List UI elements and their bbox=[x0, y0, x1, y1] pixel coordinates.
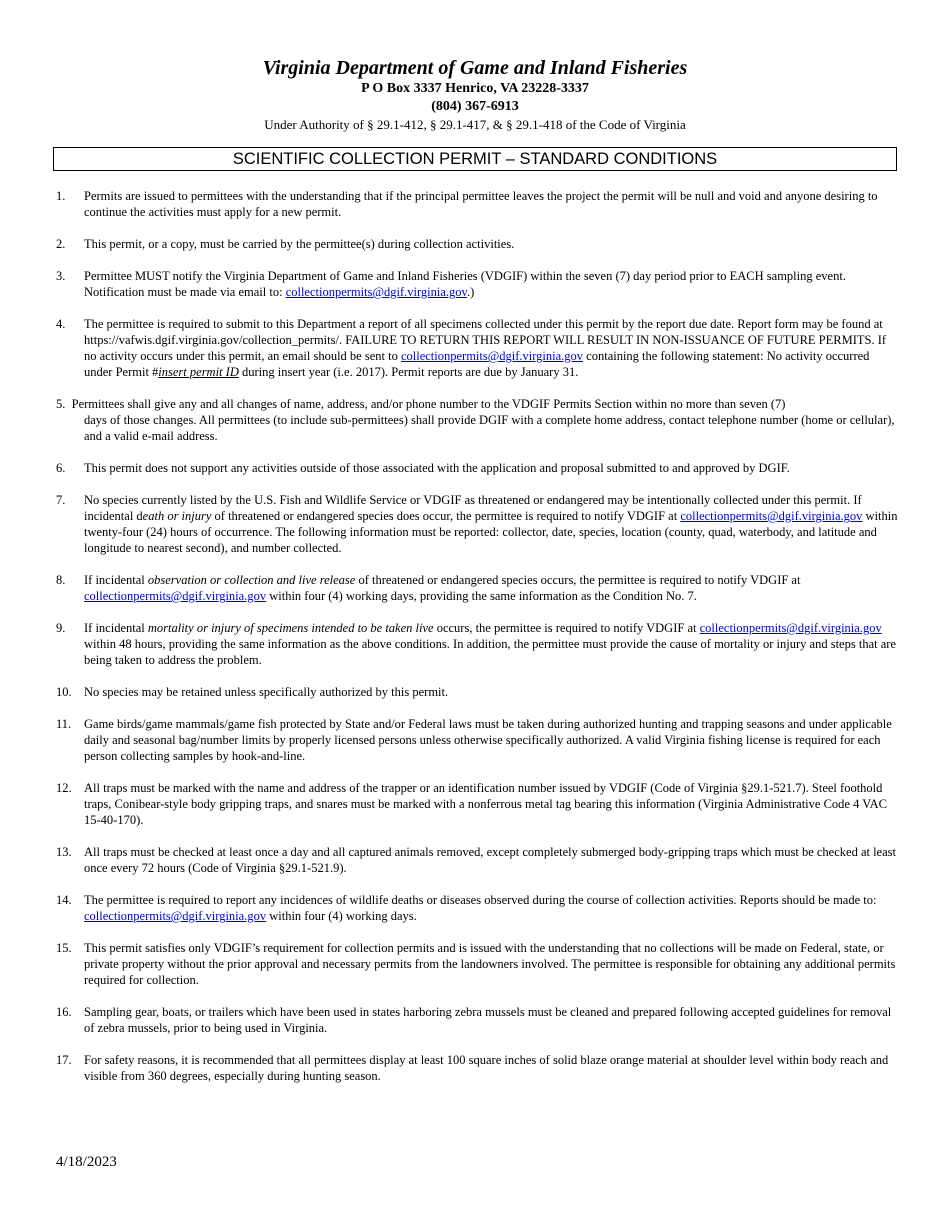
text-segment: .) bbox=[466, 285, 475, 299]
condition-text bbox=[84, 268, 898, 300]
condition-text: Sampling gear, boats, or trailers which have been used in states harboring zebra mussels must be cleaned and prepared following accepted guidelines for removal of zebra mussels, prior to being used in Virginia. bbox=[84, 1005, 892, 1035]
text-segment: eath or injury bbox=[142, 509, 212, 523]
condition-text: This permit satisfies only VDGIF’s requirement for collection permits and is issued with the understanding that no collections will be made on Federal, state, or private property without the prior approval and necessary permits from the landowners involved. The permittee is responsible for obtaining any additional permits required for collection. bbox=[84, 941, 896, 987]
text-segment: occurs, the permittee is required to notify VDGIF at bbox=[433, 621, 700, 635]
condition-item bbox=[56, 940, 898, 988]
text-segment: within four (4) working days, providing the same information as the Condition No. 7. bbox=[266, 589, 697, 603]
condition-text bbox=[84, 572, 898, 604]
condition-item bbox=[56, 492, 898, 556]
condition-text bbox=[84, 492, 898, 556]
text-segment: The permittee is required to report any incidences of wildlife deaths or diseases observed during the course of collection activities. Reports should be made to: bbox=[84, 893, 877, 907]
text-segment: If incidental bbox=[84, 573, 148, 587]
condition-number: 17. bbox=[56, 1053, 72, 1067]
condition-item bbox=[56, 396, 898, 444]
email-link[interactable]: collectionpermits@dgif.virginia.gov bbox=[400, 349, 584, 363]
text-segment: days of those changes. All permittees (to include sub-permittees) shall provide DGIF with a complete home address, contact telephone number (home or cellular), and a valid e-mail address. bbox=[84, 413, 895, 443]
text-segment: containing the following statement: No activity occurred under Permit # bbox=[84, 349, 870, 379]
email-link[interactable]: collectionpermits@dgif.virginia.gov bbox=[84, 909, 267, 923]
condition-item bbox=[56, 620, 898, 668]
text-segment: mortality or injury of specimens intended to be taken live bbox=[147, 621, 434, 635]
email-link[interactable]: collectionpermits@dgif.virginia.gov bbox=[285, 285, 467, 299]
condition-item bbox=[56, 188, 898, 220]
text-segment: Permittees shall give any and all changes of name, address, and/or phone number to the VDGIF Permits Section within no more than seven (7) bbox=[71, 397, 786, 411]
agency-address: P O Box 3337 Henrico, VA 23228-3337 bbox=[361, 81, 589, 96]
condition-number: 13. bbox=[56, 845, 72, 859]
condition-number: 14. bbox=[56, 893, 72, 907]
email-link[interactable]: collectionpermits@dgif.virginia.gov bbox=[699, 621, 882, 635]
condition-number: 6. bbox=[56, 461, 66, 475]
condition-text: This permit, or a copy, must be carried by the permittee(s) during collection activities. bbox=[84, 237, 515, 251]
condition-item bbox=[56, 780, 898, 828]
text-segment: within twenty-four (24) hours of occurrence. The following information must be reported: collector, date, species, location (county, quad, waterbody, and latitude and longitude to nearest second), and number collected. bbox=[84, 509, 898, 555]
conditions-list bbox=[56, 188, 898, 1100]
text-segment: of threatened or endangered species occurs, the permittee is required to notify VDGIF at bbox=[355, 573, 801, 587]
permit-id-placeholder: insert permit ID bbox=[158, 365, 239, 379]
legal-authority: Under Authority of § 29.1-412, § 29.1-417, & § 29.1-418 of the Code of Virginia bbox=[264, 117, 686, 132]
condition-item bbox=[56, 460, 898, 476]
condition-text: No species may be retained unless specifically authorized by this permit. bbox=[84, 685, 449, 699]
condition-item bbox=[56, 892, 898, 924]
condition-number: 12. bbox=[56, 781, 72, 795]
condition-number: 7. bbox=[56, 493, 66, 507]
condition-item bbox=[56, 236, 898, 252]
condition-text: For safety reasons, it is recommended that all permittees display at least 100 square inches of solid blaze orange material at shoulder level within body reach and visible from 360 degrees, especially during hunting season. bbox=[84, 1053, 889, 1083]
text-segment: No species currently listed by the U.S. Fish and Wildlife Service or VDGIF as threatened or endangered may be intentionally collected under this permit. If incidental d bbox=[84, 493, 862, 523]
condition-number: 9. bbox=[56, 621, 66, 635]
text-segment: during insert year (i.e. 2017). Permit reports are due by January 31. bbox=[238, 365, 579, 379]
text-segment: Permittee MUST notify the Virginia Department of Game and Inland Fisheries (VDGIF) within the seven (7) day period prior to EACH sampling event. Notification must be made via email to: bbox=[84, 269, 846, 299]
condition-text bbox=[84, 892, 898, 924]
condition-item bbox=[56, 716, 898, 764]
condition-text bbox=[84, 316, 898, 380]
condition-item bbox=[56, 844, 898, 876]
text-segment: of threatened or endangered species does occur, the permittee is required to notify VDGIF at bbox=[211, 509, 681, 523]
condition-item bbox=[56, 316, 898, 380]
condition-number: 10. bbox=[56, 685, 72, 699]
condition-number: 5. bbox=[56, 397, 66, 411]
document-header bbox=[0, 56, 950, 134]
condition-number: 1. bbox=[56, 189, 66, 203]
condition-text bbox=[56, 396, 898, 412]
text-segment: within four (4) working days. bbox=[266, 909, 417, 923]
condition-item bbox=[56, 1052, 898, 1084]
condition-text: Game birds/game mammals/game fish protected by State and/or Federal laws must be taken during authorized hunting and trapping seasons and under applicable daily and seasonal bag/number limits by properly licensed persons unless otherwise specifically authorized. A valid Virginia fishing license is required for each person collecting samples by hook-and-line. bbox=[84, 717, 892, 763]
agency-name: Virginia Department of Game and Inland Fisheries bbox=[262, 57, 688, 79]
condition-item bbox=[56, 684, 898, 700]
text-segment: If incidental bbox=[84, 621, 148, 635]
condition-text bbox=[84, 620, 898, 668]
condition-text: All traps must be checked at least once a day and all captured animals removed, except completely submerged body-gripping traps which must be checked at least once every 72 hours (Code of Virginia §29.1-521.9). bbox=[84, 845, 896, 875]
condition-text: Permits are issued to permittees with the understanding that if the principal permittee leaves the project the permit will be null and void and anyone desiring to continue the activities must apply for a new permit. bbox=[84, 189, 878, 219]
text-segment: The permittee is required to submit to this Department a report of all specimens collected under this permit by the report due date. Report form may be found at https://vafwis.dgif.virginia.gov/collection_permits/. FAILURE TO RETURN THIS REPORT WILL RESULT IN NON-ISSUANCE OF FUTURE PERMITS. If no activity occurs under this permit, an email should be sent to bbox=[84, 317, 887, 363]
condition-item bbox=[56, 1004, 898, 1036]
email-link[interactable]: collectionpermits@dgif.virginia.gov bbox=[680, 509, 863, 523]
condition-number: 8. bbox=[56, 573, 66, 587]
text-segment: within 48 hours, providing the same information as the above conditions. In addition, the permittee must provide the cause of mortality or injury and steps that are being taken to address the problem. bbox=[84, 637, 896, 667]
condition-item bbox=[56, 572, 898, 604]
text-segment: observation or collection and live release bbox=[147, 573, 356, 587]
email-link[interactable]: collectionpermits@dgif.virginia.gov bbox=[84, 589, 267, 603]
condition-number: 3. bbox=[56, 269, 66, 283]
document-title: SCIENTIFIC COLLECTION PERMIT – STANDARD CONDITIONS bbox=[53, 147, 897, 171]
condition-number: 4. bbox=[56, 317, 66, 331]
agency-phone: (804) 367-6913 bbox=[431, 99, 519, 114]
condition-number: 11. bbox=[56, 717, 72, 731]
footer-date: 4/18/2023 bbox=[56, 1154, 117, 1170]
condition-text: All traps must be marked with the name and address of the trapper or an identification number issued by VDGIF (Code of Virginia §29.1-521.7). Steel foothold traps, Conibear-style body gripping traps, and snares must be marked with a nonferrous metal tag bearing this information (Virginia Administrative Code 4 VAC 15-40-170). bbox=[84, 781, 888, 827]
condition-text: This permit does not support any activities outside of those associated with the application and proposal submitted to and approved by DGIF. bbox=[84, 461, 790, 475]
condition-number: 16. bbox=[56, 1005, 72, 1019]
condition-item bbox=[56, 268, 898, 300]
condition-number: 2. bbox=[56, 237, 66, 251]
condition-number: 15. bbox=[56, 941, 72, 955]
